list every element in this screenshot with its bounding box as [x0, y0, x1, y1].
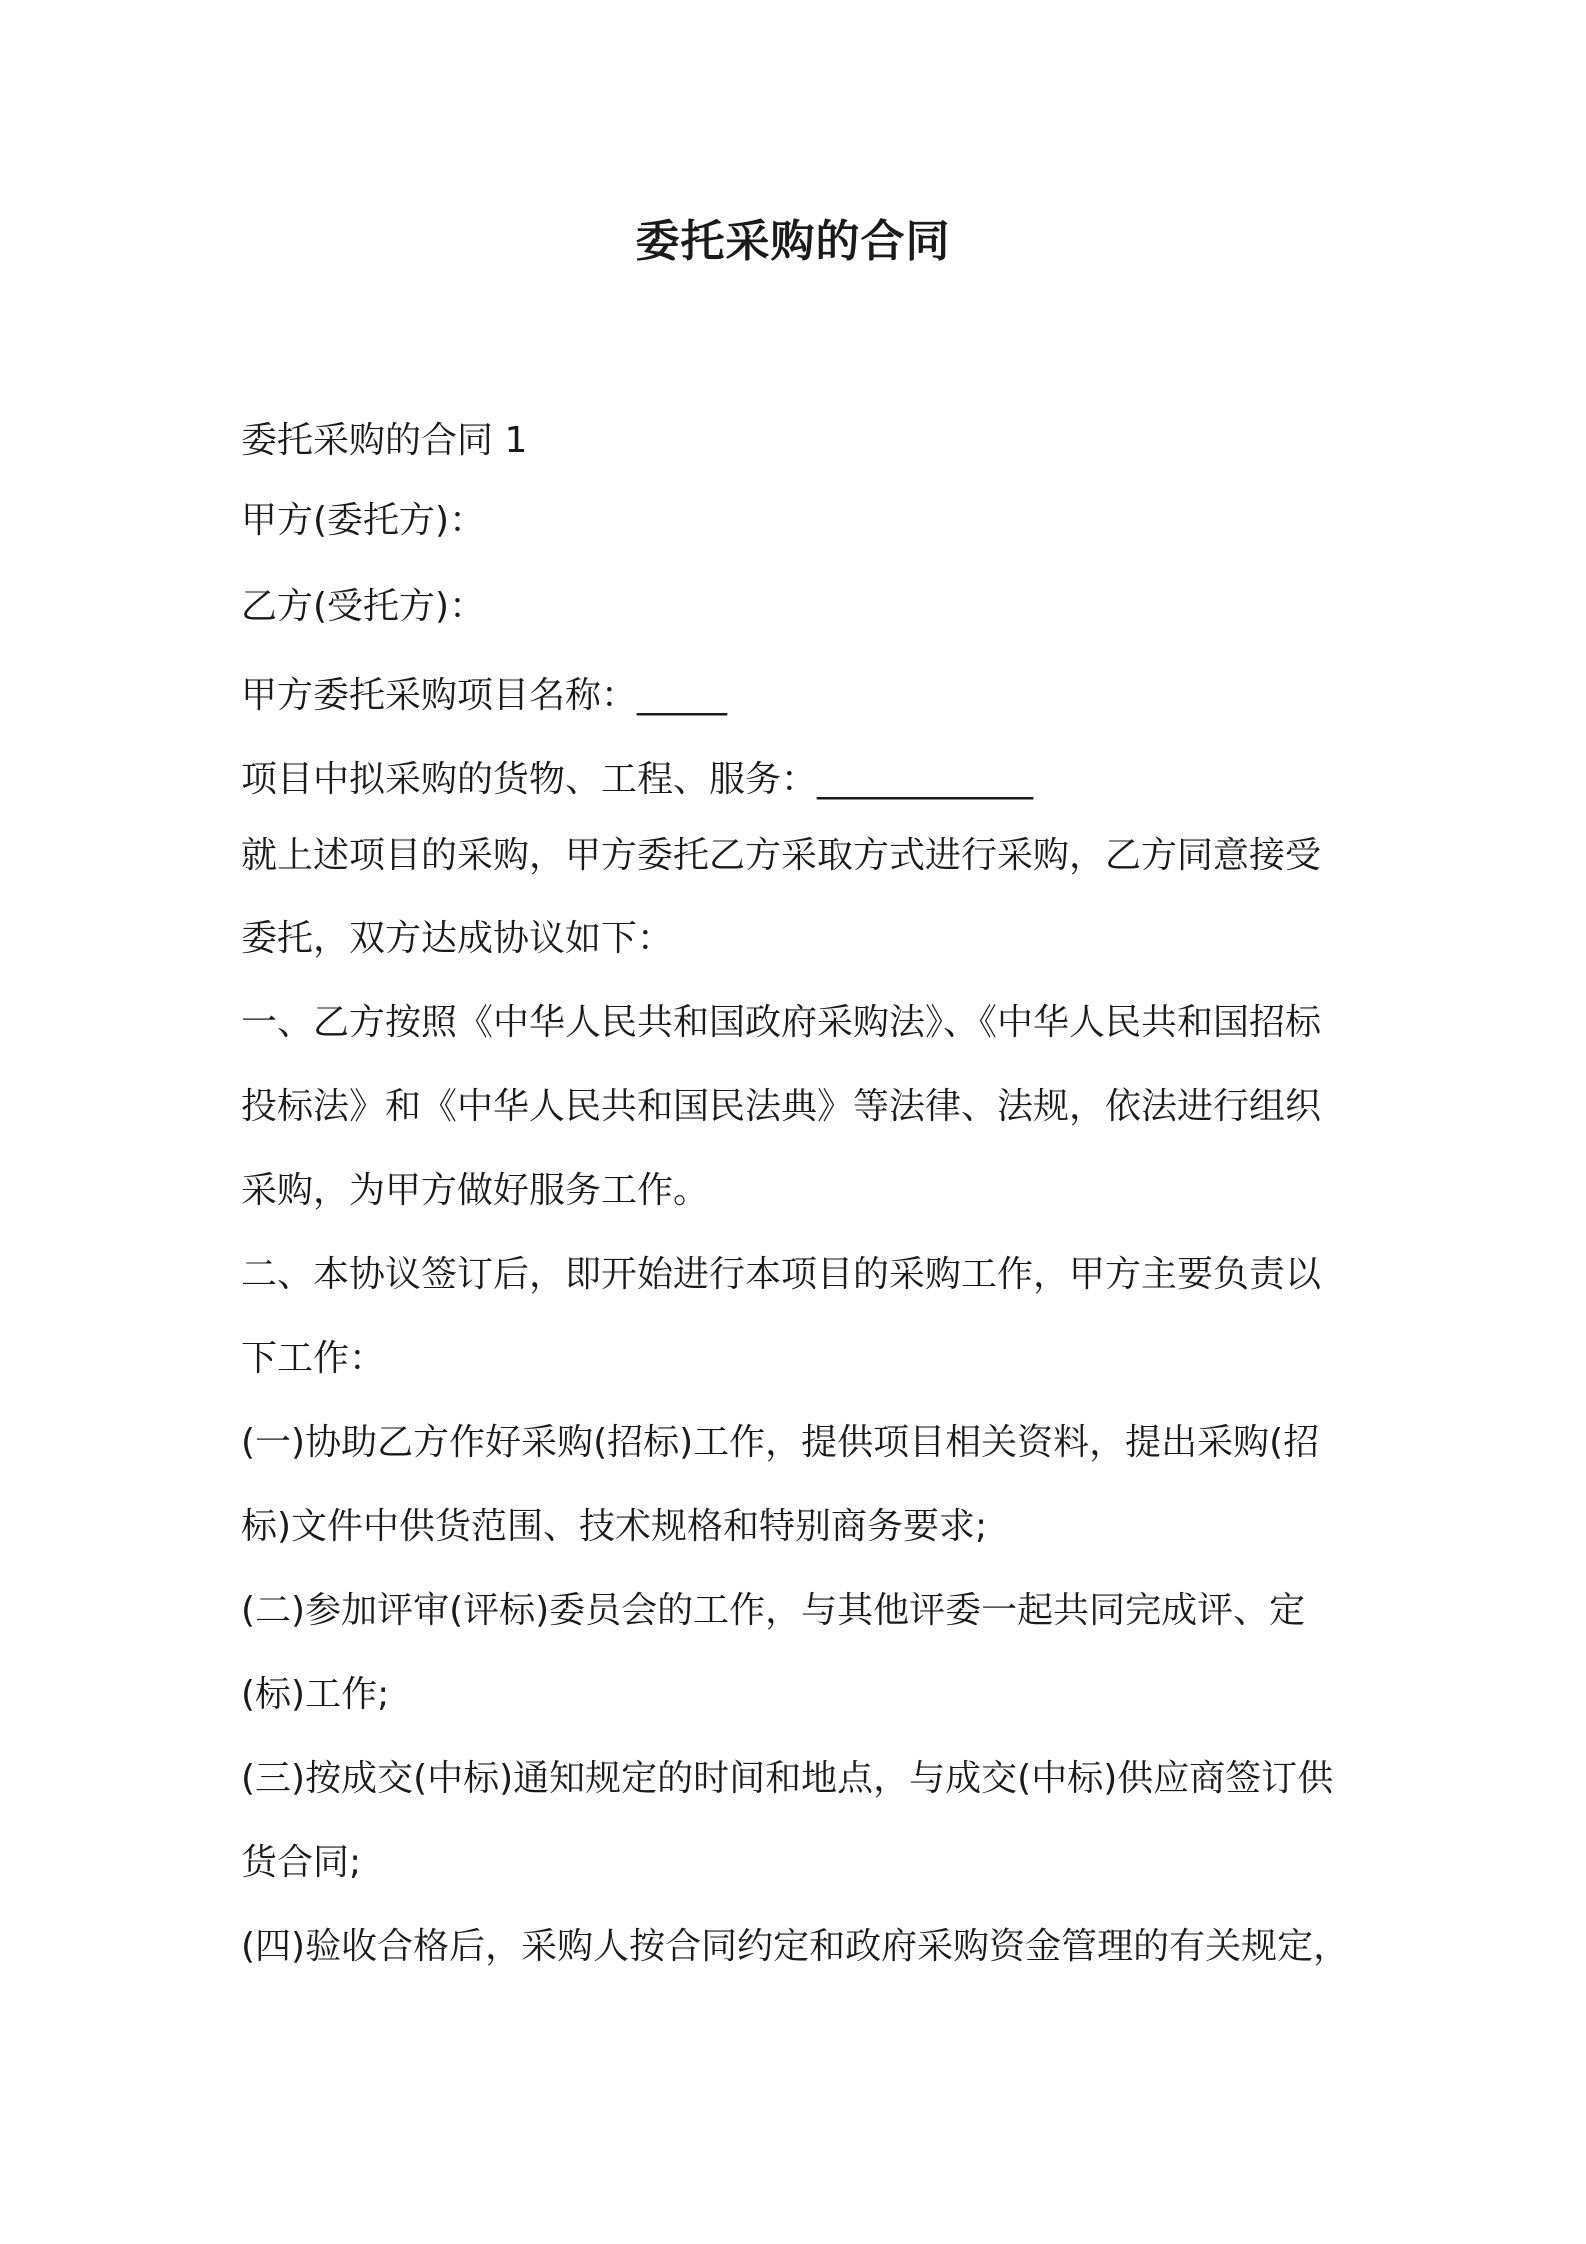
- party-b-line: 乙方(受托方)：: [241, 586, 486, 627]
- subtitle-line: 委托采购的合同 1: [241, 420, 528, 461]
- item-1-line: 标)文件中供货范围、技术规格和特别商务要求;: [241, 1506, 988, 1547]
- item-3-line: 货合同;: [241, 1842, 362, 1883]
- clause-1-line: 采购，为甲方做好服务工作。: [241, 1170, 710, 1211]
- procurement-items-line: 项目中拟采购的货物、工程、服务：____________: [241, 759, 1034, 800]
- clause-2-line: 下工作：: [241, 1338, 386, 1379]
- item-3-line: (三)按成交(中标)通知规定的时间和地点，与成交(中标)供应商签订供: [241, 1758, 1334, 1799]
- clause-2-line: 二、本协议签订后，即开始进行本项目的采购工作，甲方主要负责以: [241, 1254, 1322, 1295]
- item-2-line: (标)工作;: [241, 1674, 390, 1715]
- paragraph-line: 委托，双方达成协议如下：: [241, 918, 674, 959]
- clause-1-line: 投标法》和《中华人民共和国民法典》等法律、法规，依法进行组织: [241, 1086, 1322, 1127]
- item-2-line: (二)参加评审(评标)委员会的工作，与其他评委一起共同完成评、定: [241, 1590, 1306, 1631]
- project-name-line: 甲方委托采购项目名称：_____: [241, 675, 728, 716]
- paragraph-line: 就上述项目的采购，甲方委托乙方采取方式进行采购，乙方同意接受: [241, 835, 1322, 876]
- document-title: 委托采购的合同: [635, 216, 951, 267]
- clause-1-line: 一、乙方按照《中华人民共和国政府采购法》、《中华人民共和国招标: [241, 1002, 1322, 1043]
- item-1-line: (一)协助乙方作好采购(招标)工作，提供项目相关资料，提出采购(招: [241, 1422, 1320, 1463]
- party-a-line: 甲方(委托方)：: [241, 500, 486, 541]
- item-4-line: (四)验收合格后，采购人按合同约定和政府采购资金管理的有关规定，: [241, 1926, 1350, 1967]
